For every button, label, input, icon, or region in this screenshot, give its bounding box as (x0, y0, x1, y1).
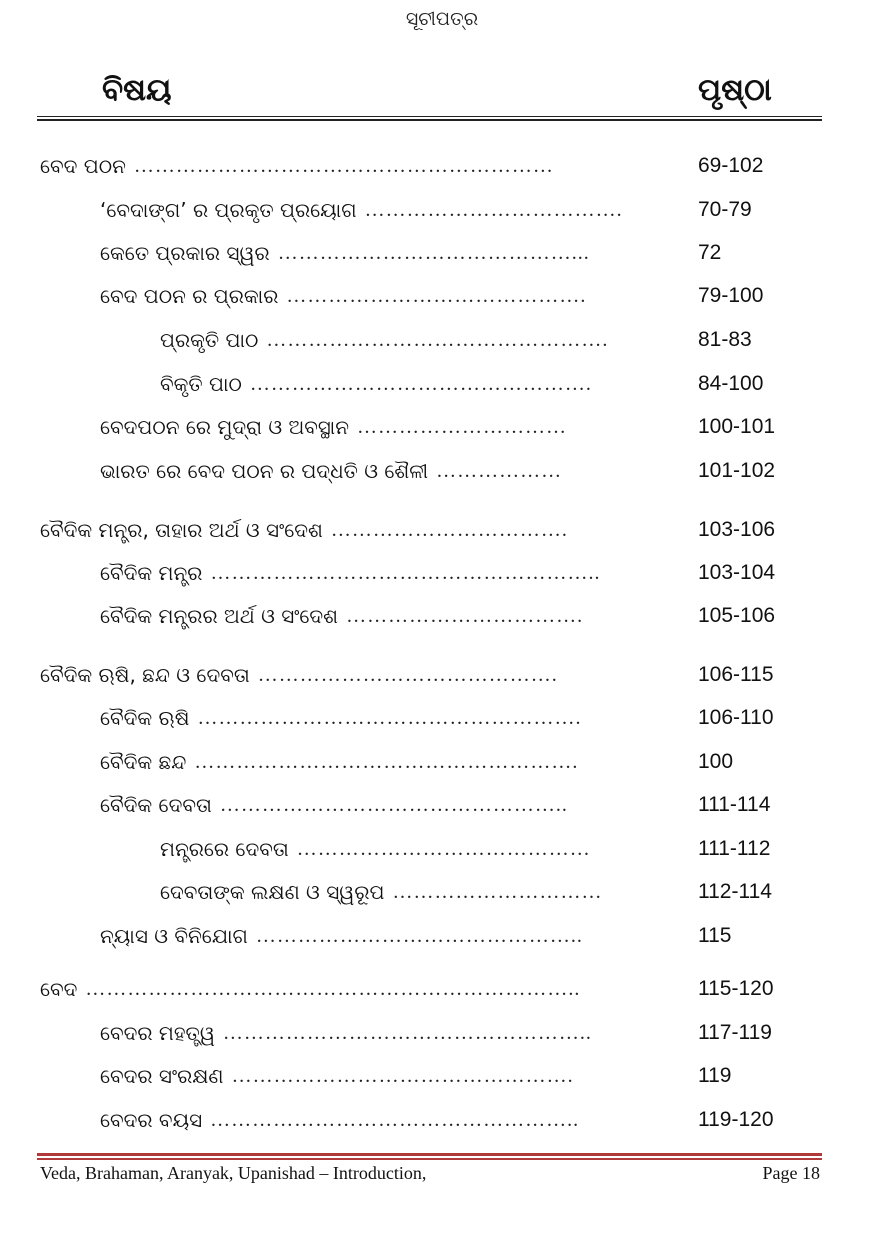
toc-entry-leader: …………………………………………….. (222, 1021, 592, 1044)
toc-entry (100, 916, 646, 956)
toc-entry (160, 320, 646, 360)
toc-entry-page: 103-106 (698, 518, 776, 541)
toc-entry-page: 100-101 (698, 415, 776, 438)
toc-entry-title: ବେଦପଠନ ରେ ମୁଦ୍ରା ଓ ଅବସ୍ଥାନ (100, 415, 350, 439)
toc-entry-title: ବୈଦିକ ଋଷି, ଛନ୍ଦ ଓ ଦେବତା (40, 663, 250, 687)
toc-entry (100, 1056, 646, 1096)
toc-entry-leader: ……………… (436, 459, 563, 482)
toc-entry-title: ବୈଦିକ ଛନ୍ଦ (100, 750, 187, 774)
toc-entry-page: 119 (698, 1064, 732, 1087)
toc-entry-title: ବେଦର ସଂରକ୍ଷଣ (100, 1064, 224, 1088)
toc-entry-leader: ……………………………………. (257, 663, 558, 686)
toc-entry-page: 84-100 (698, 372, 764, 395)
toc-entry (160, 829, 646, 869)
toc-entry-page: 112-114 (698, 880, 772, 903)
toc-entry-leader: ………………………………………….. (219, 793, 568, 816)
toc-entry (100, 190, 646, 230)
toc-entry (100, 553, 646, 593)
toc-entry (100, 1100, 646, 1140)
toc-entry (100, 698, 646, 738)
toc-entry-leader: ………………………… (357, 415, 568, 438)
toc-entry-page: 106-115 (698, 663, 774, 686)
toc-entry-title: ମନ୍ତ୍ରରେ ଦେବତା (160, 837, 289, 861)
toc-entry (160, 872, 646, 912)
toc-entry-page: 106-110 (698, 706, 774, 729)
toc-entry (100, 742, 646, 782)
toc-entry-title: ବୈଦିକ ଋଷି (100, 706, 190, 730)
toc-entry-title: ବେଦ (40, 977, 78, 1001)
toc-entry-title: ବୈଦିକ ମନ୍ତ୍ର, ତାହାର ଅର୍ଥ ଓ ସଂଦେଶ (40, 518, 323, 542)
toc-entry (100, 785, 646, 825)
toc-entry-page: 103-104 (698, 561, 776, 584)
toc-entry-title: ଭାରତ ରେ ବେଦ ପଠନ ର ପଦ୍ଧତି ଓ ଶୈଳୀ (100, 459, 429, 483)
toc-entry-leader: …………………………………………. (249, 372, 592, 395)
toc-entry-leader: ………………………………………………. (197, 706, 582, 729)
toc-entry-page: 79-100 (698, 284, 764, 307)
toc-entry-title: କେତେ ପ୍ରକାର ସ୍ୱର (100, 241, 270, 265)
toc-entry-title: ଦେବତାଙ୍କ ଲକ୍ଷଣ ଓ ସ୍ୱରୂପ (160, 880, 385, 904)
toc-entry (40, 510, 646, 550)
toc-entry-page: 117-119 (698, 1021, 772, 1044)
toc-entry-leader: …………………………………………….. (210, 1108, 580, 1131)
toc-entry (100, 451, 646, 491)
toc-entry-page: 69-102 (698, 154, 764, 177)
toc-entry (40, 146, 646, 186)
toc-entry (40, 969, 646, 1009)
footer-rule (37, 1153, 822, 1160)
toc-entry-leader: …………………………………………. (231, 1064, 574, 1087)
toc-entry-title: ନ୍ୟାସ ଓ ବିନିଯୋଗ (100, 924, 248, 948)
page-column-heading: ପୃଷ୍ଠା (698, 72, 772, 108)
toc-entry-leader: ……………………………………... (277, 241, 590, 264)
toc-entry-title: ବେଦର ମହତ୍ତ୍ୱ (100, 1021, 215, 1045)
toc-entry (40, 655, 646, 695)
toc-entry (100, 276, 646, 316)
toc-entry-page: 70-79 (698, 198, 752, 221)
toc-entry-title: ବୈଦିକ ମନ୍ତ୍ରର ଅର୍ଥ ଓ ସଂଦେଶ (100, 604, 339, 628)
toc-entry-page: 100 (698, 750, 734, 773)
toc-entry-page: 115 (698, 924, 732, 947)
toc-entry-page: 81-83 (698, 328, 752, 351)
footer-page-number: Page 18 (762, 1163, 820, 1183)
toc-entry-title: ବେଦ ପଠନ ର ପ୍ରକାର (100, 284, 279, 308)
toc-entry (160, 364, 646, 404)
page-header-title: ସୂଚୀପତ୍ର (405, 8, 479, 30)
subject-column-heading: ବିଷୟ (102, 72, 172, 108)
toc-entry-leader: ……………………………………….. (255, 924, 583, 947)
toc-entry (100, 407, 646, 447)
toc-entry-title: ‘ବେଦାଙ୍ଗ’ ର ପ୍ରକୃତ ପ୍ରୟୋଗ (100, 198, 357, 222)
toc-entry-leader: ……………………………. (346, 604, 584, 627)
toc-entry-title: ବିକୃତି ପାଠ (160, 372, 242, 396)
toc-entry-page: 111-112 (698, 837, 771, 860)
toc-entry (100, 596, 646, 636)
toc-entry-leader: …………………………………………………………….. (85, 977, 581, 1000)
toc-entry-page: 72 (698, 241, 722, 264)
toc-entry-leader: …………………………………… (296, 837, 591, 860)
toc-entry-leader: ………………………………. (364, 198, 623, 221)
toc-entry-title: ବୈଦିକ ମନ୍ତ୍ର (100, 561, 203, 585)
toc-entry-leader: …………………………………………. (266, 328, 609, 351)
toc-entry-page: 115-120 (698, 977, 774, 1000)
toc-entry-page: 119-120 (698, 1108, 774, 1131)
toc-entry-page: 101-102 (698, 459, 776, 482)
toc-entry-page: 111-114 (698, 793, 771, 816)
toc-entry (100, 233, 646, 273)
toc-entry-leader: ……………………………………………….. (210, 561, 601, 584)
toc-entry-leader: ………………………………………………. (194, 750, 579, 773)
toc-entry (100, 1013, 646, 1053)
toc-entry-title: ବୈଦିକ ଦେବତା (100, 793, 212, 817)
toc-entry-leader: ……………………………………. (286, 284, 587, 307)
toc-entry-title: ବେଦର ବୟସ (100, 1108, 203, 1132)
toc-entry-leader: ………………………… (392, 880, 603, 903)
toc-entry-title: ପ୍ରକୃତି ପାଠ (160, 328, 259, 352)
header-rule (37, 116, 822, 121)
footer-book-title: Veda, Brahaman, Aranyak, Upanishad – Introduction, (40, 1163, 427, 1183)
toc-entry-leader: …………………………………………………… (133, 154, 554, 177)
toc-entry-title: ବେଦ ପଠନ (40, 154, 126, 178)
toc-entry-leader: ……………………………. (330, 518, 568, 541)
toc-entry-page: 105-106 (698, 604, 776, 627)
